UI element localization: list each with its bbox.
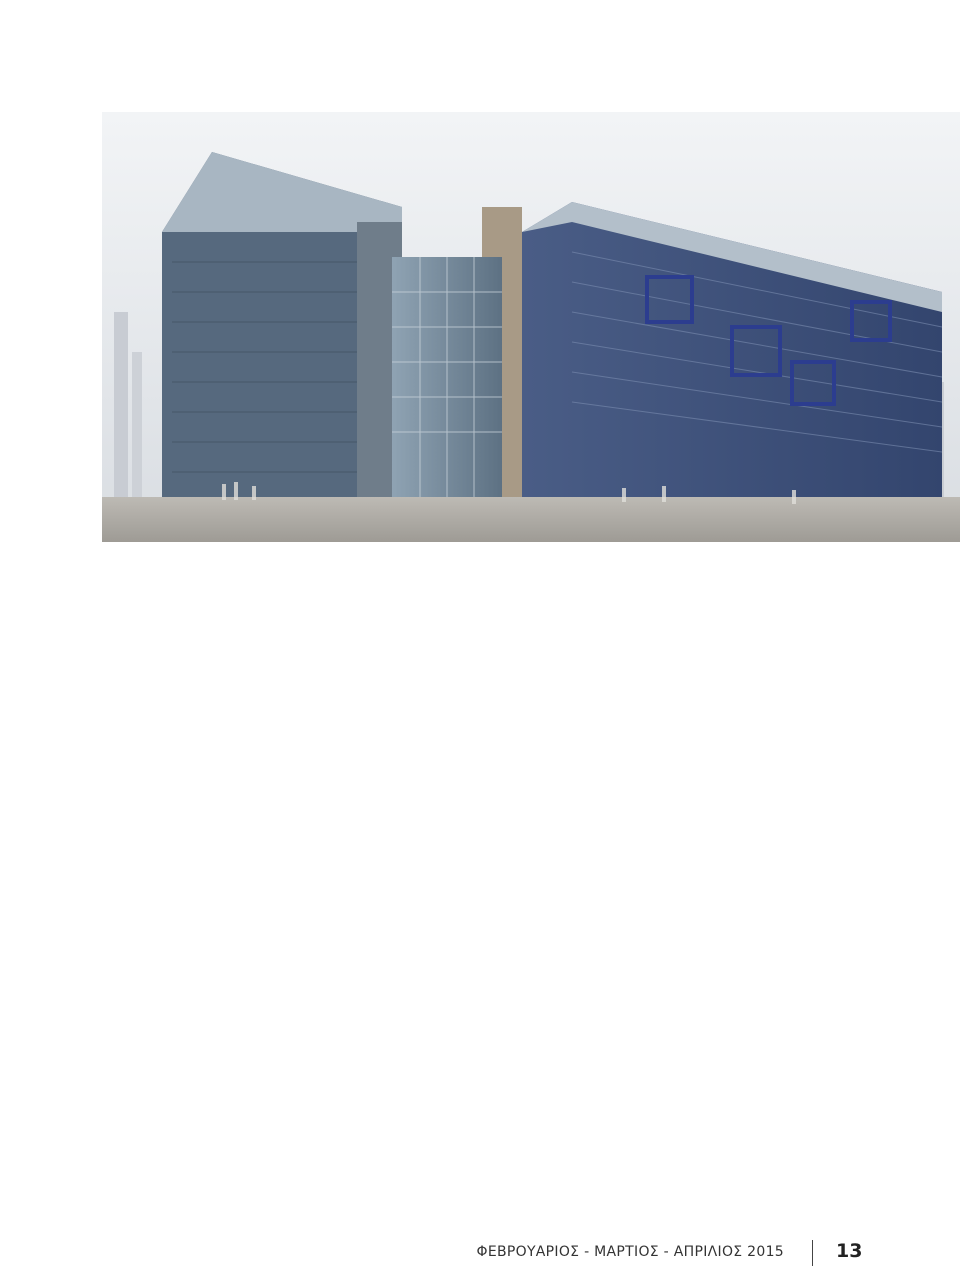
footer-divider [812,1240,813,1266]
building-illustration-art [102,112,960,542]
building-illustration [102,112,960,542]
issue-date: ΦΕΒΡΟΥΑΡΙΟΣ - ΜΑΡΤΙΟΣ - ΑΠΡΙΛΙΟΣ 2015 [476,1244,784,1260]
page-number: 13 [836,1240,863,1262]
